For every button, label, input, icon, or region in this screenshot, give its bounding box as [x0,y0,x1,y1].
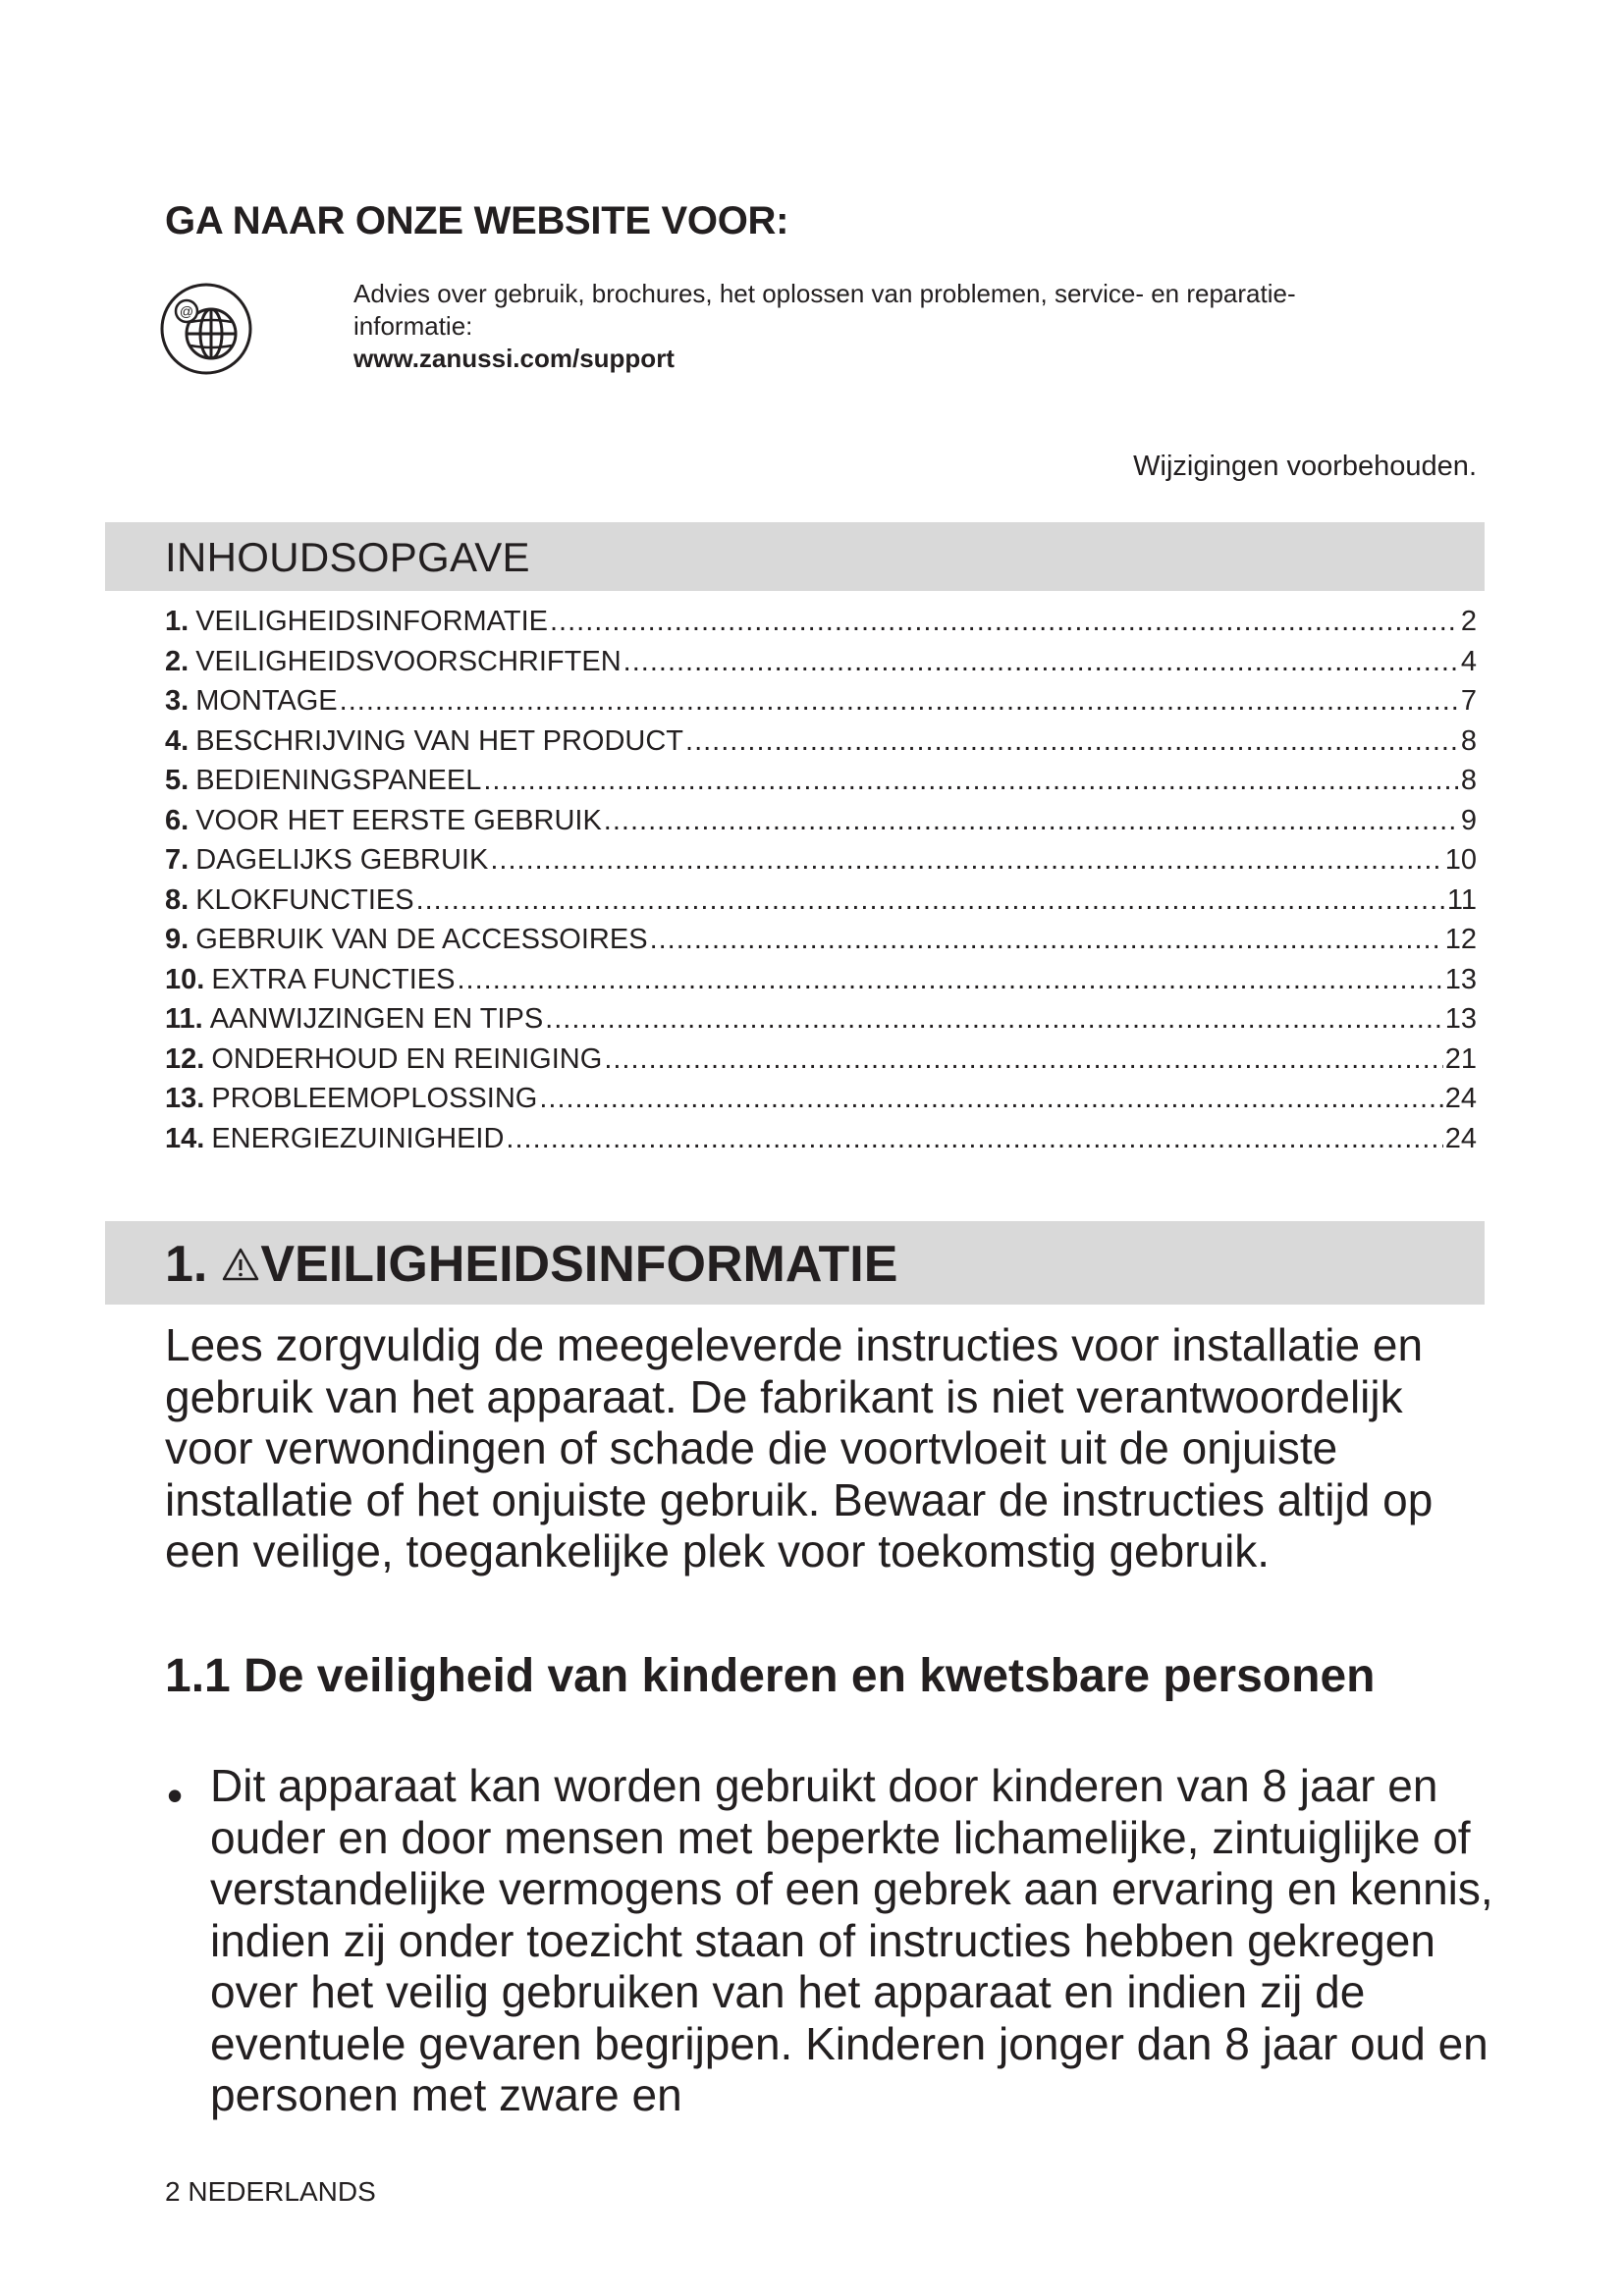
toc-item-number: 12. [165,1042,205,1075]
toc-item-page: 12 [1444,924,1477,955]
toc-item[interactable] [165,725,1477,766]
toc-item[interactable] [165,606,1477,646]
toc-item-label: ONDERHOUD EN REINIGING [211,1042,603,1075]
toc-item-page: 4 [1460,645,1477,677]
toc-item-number: 13. [165,1083,205,1114]
page-footer [165,2176,376,2208]
toc-item-number: 10. [165,963,205,995]
toc-leader-dots [340,685,1459,718]
toc-item-page: 8 [1460,765,1477,796]
toc-item-label: DAGELIJKS GEBRUIK [195,844,489,876]
toc-leader-dots [685,725,1459,758]
toc-item[interactable] [165,646,1477,686]
toc-leader-dots [506,1123,1442,1155]
toc-leader-dots [623,646,1459,678]
toc-item-number: 4. [165,724,189,757]
toc-item-label: KLOKFUNCTIES [195,883,414,916]
toc-item-label: AANWIJZINGEN EN TIPS [209,1003,544,1035]
website-info [353,278,1483,375]
website-heading: GA NAAR ONZE WEBSITE VOOR: [165,199,789,242]
toc-leader-dots [490,844,1442,877]
toc-item-page: 10 [1444,844,1477,876]
toc-item-label: GEBRUIK VAN DE ACCESSOIRES [195,924,648,955]
warning-triangle-icon [221,1247,260,1282]
toc-item-number: 5. [165,765,189,796]
intro-paragraph: Lees zorgvuldig de meegeleverde instructies voor installatie en gebruik van het apparaat. De fabrikant is niet verantwoordelijk voor verwondingen of schade die voortvloeit uit de onjuiste installatie of het onjuiste gebruik. Bewaar de instructies altijd op een veilige, toegankelijke plek voor toekomstig gebruik. [165,1319,1434,1576]
toc-item-number: 7. [165,844,189,876]
footer-language: NEDERLANDS [188,2176,376,2207]
toc-item-label: VEILIGHEIDSINFORMATIE [195,606,548,637]
toc-item[interactable] [165,805,1477,845]
toc-item[interactable] [165,1123,1477,1163]
toc-leader-dots [416,884,1445,917]
toc-item-label: BEDIENINGSPANEEL [195,765,482,796]
toc-leader-dots [550,606,1459,638]
toc-item-label: MONTAGE [195,685,338,717]
toc-item-label: VEILIGHEIDSVOORSCHRIFTEN [195,645,622,677]
toc-item-page: 24 [1444,1083,1477,1114]
toc-leader-dots [650,924,1443,956]
toc-item-label: EXTRA FUNCTIES [211,963,456,995]
toc-item-label: PROBLEEMOPLOSSING [211,1083,538,1114]
toc-item-page: 2 [1460,606,1477,637]
toc-item[interactable] [165,964,1477,1004]
toc-item-page: 13 [1444,1003,1477,1035]
toc-item[interactable] [165,765,1477,805]
toc-item-number: 14. [165,1122,205,1154]
toc-item[interactable] [165,924,1477,964]
toc-item-label: VOOR HET EERSTE GEBRUIK [195,804,602,836]
toc-item-number: 8. [165,883,189,916]
toc-item-number: 1. [165,606,189,637]
toc-item[interactable] [165,1003,1477,1043]
section-title-text: VEILIGHEIDSINFORMATIE [260,1236,898,1293]
svg-text:@: @ [179,303,194,319]
section-number: 1. [165,1236,208,1293]
toc-item-page: 8 [1460,724,1477,757]
toc-item-label: ENERGIEZUINIGHEID [211,1122,505,1154]
changes-notice: Wijzigingen voorbehouden. [1133,451,1477,482]
toc-leader-dots [545,1003,1443,1036]
toc-item[interactable] [165,685,1477,725]
bullet-marker: • [167,1770,184,1821]
toc-item-page: 11 [1446,883,1477,916]
website-line-1: Advies over gebruik, brochures, het oplossen van problemen, service- en reparatie- [353,279,1296,308]
toc-item-number: 3. [165,685,189,717]
toc-item-number: 9. [165,924,189,955]
toc-item-page: 21 [1444,1042,1477,1075]
toc-item-page: 24 [1444,1122,1477,1154]
toc-item-page: 7 [1460,685,1477,717]
toc-leader-dots [539,1083,1442,1115]
toc-leader-dots [604,1043,1442,1076]
toc-list [165,606,1477,1162]
globe-at-icon [157,280,255,378]
bullet-paragraph: Dit apparaat kan worden gebruikt door kinderen van 8 jaar en ouder en door mensen met beperkte lichamelijke, zintuiglijke of verstandelijke vermogens of een gebrek aan ervaring en kennis, indien zij onder toezicht staan of instructies hebben gekregen over het veilig gebruiken van het apparaat en indien zij de eventuele gevaren begrijpen. Kinderen jonger dan 8 jaar oud en personen met zware en [210,1760,1493,2120]
toc-item-number: 2. [165,645,189,677]
toc-item-page: 13 [1444,963,1477,995]
toc-item[interactable] [165,844,1477,884]
toc-item[interactable] [165,1043,1477,1084]
toc-title: INHOUDSOPGAVE [165,534,530,580]
section-title [165,1235,897,1294]
toc-leader-dots [457,964,1442,996]
toc-item[interactable] [165,884,1477,925]
toc-item-page: 9 [1460,804,1477,836]
toc-item[interactable] [165,1083,1477,1123]
toc-item-label: BESCHRIJVING VAN HET PRODUCT [195,724,684,757]
website-line-2: informatie: [353,311,473,341]
subsection-heading: 1.1 De veiligheid van kinderen en kwetsbare personen [165,1650,1376,1702]
support-link[interactable]: www.zanussi.com/support [353,344,675,373]
toc-item-number: 11. [165,1003,203,1035]
toc-leader-dots [483,765,1459,797]
toc-item-number: 6. [165,804,189,836]
footer-page-number: 2 [165,2176,181,2207]
toc-leader-dots [604,805,1459,837]
